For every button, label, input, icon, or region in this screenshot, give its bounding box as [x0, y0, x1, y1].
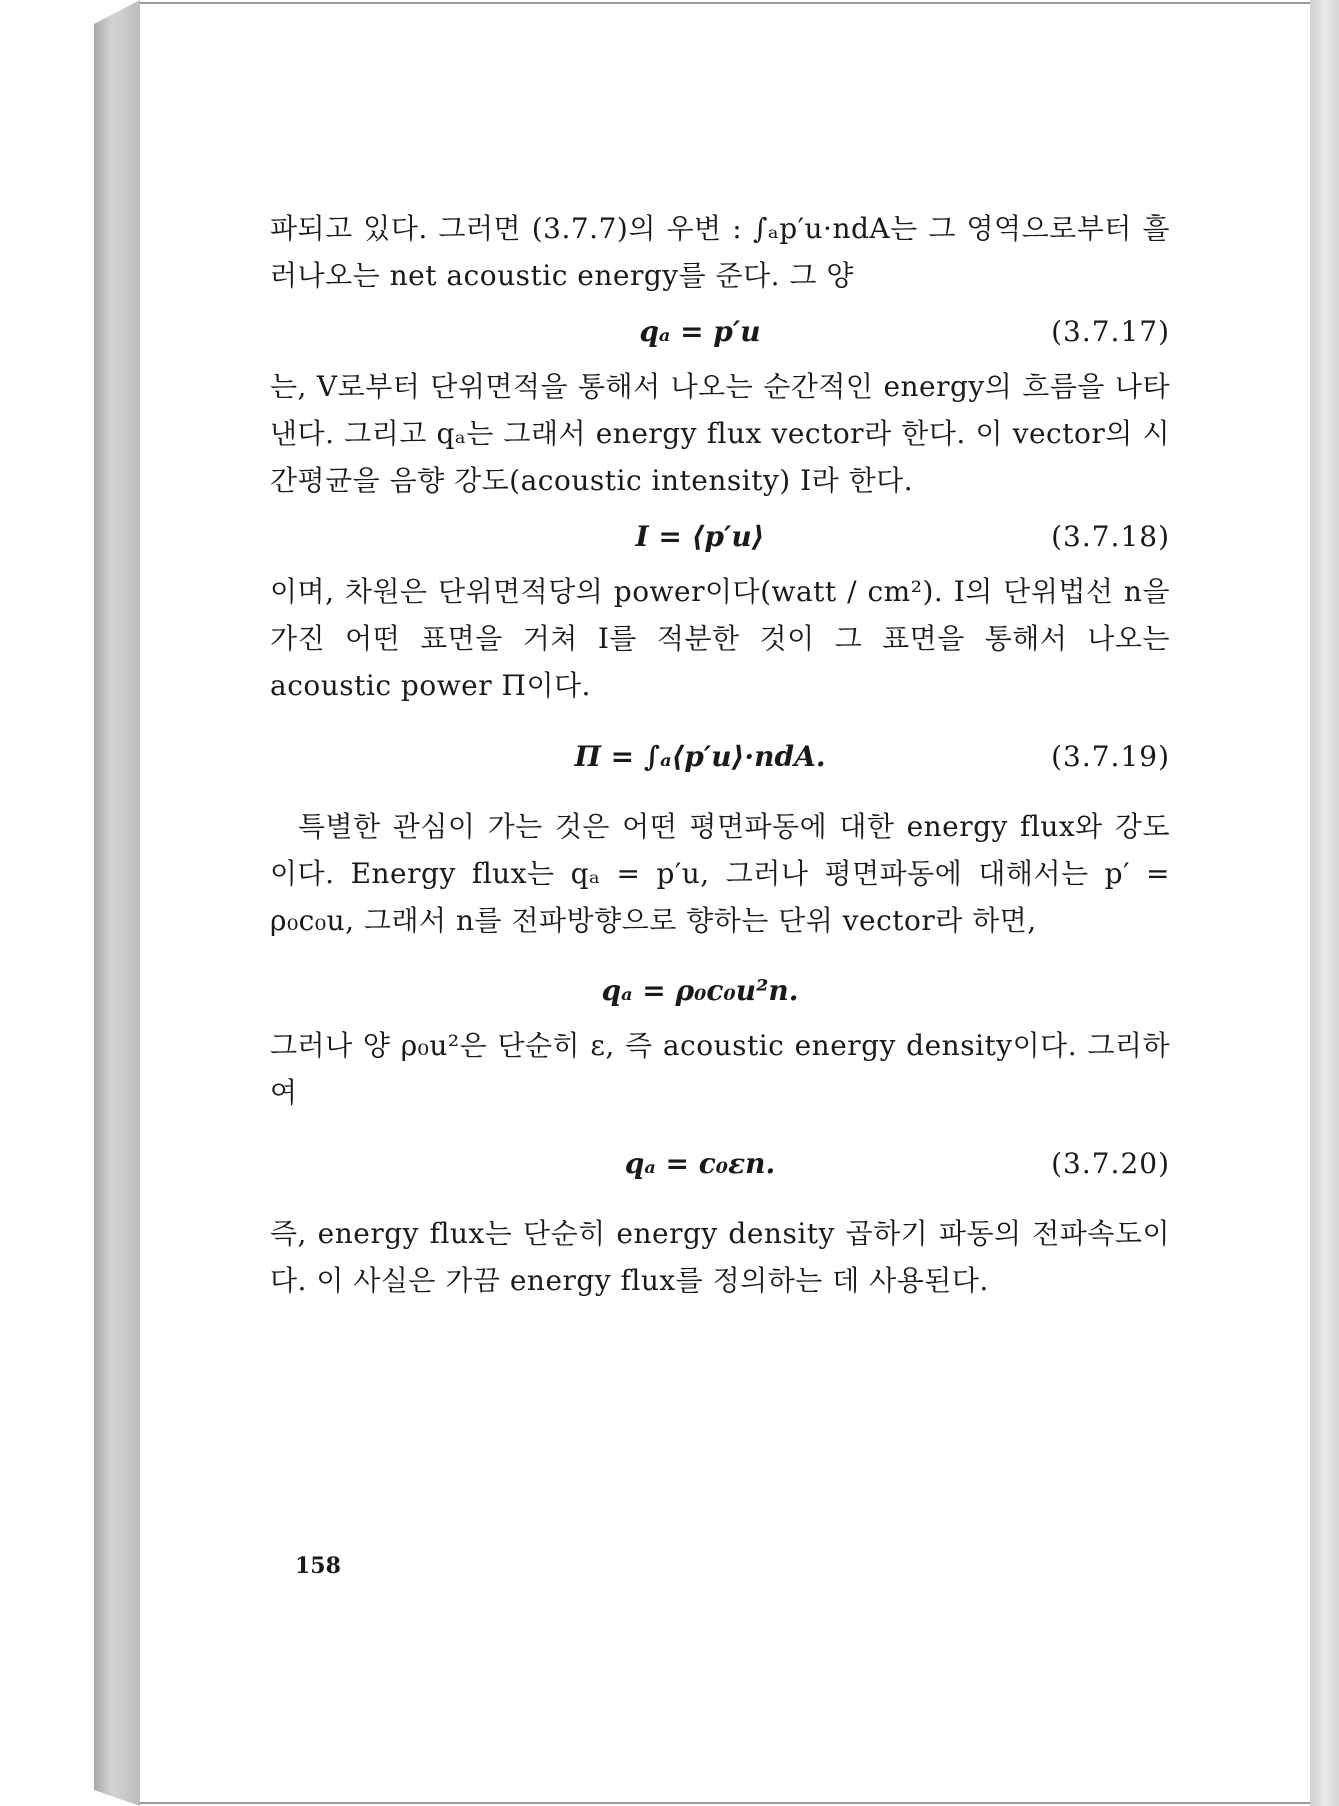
equation-number: (3.7.18)	[1051, 519, 1170, 553]
equation-row	[270, 299, 1170, 363]
equation-number: (3.7.19)	[1051, 739, 1170, 773]
equation: Π = ∫ₐ⟨p′u⟩·ndA.	[574, 739, 826, 773]
equation-row	[270, 1116, 1170, 1210]
page-body	[270, 205, 1170, 1304]
equation-row	[270, 709, 1170, 803]
equation: qₐ = c₀εn.	[624, 1146, 776, 1180]
paragraph: 즉, energy flux는 단순히 energy density 곱하기 파동의 전파속도이다. 이 사실은 가끔 energy flux를 정의하는 데 사용된다.	[270, 1217, 1170, 1297]
equation: I = ⟨p′u⟩	[635, 519, 765, 553]
page-edge	[1310, 0, 1339, 1806]
paragraph: 이며, 차원은 단위면적당의 power이다(watt / cm²). I의 단위법선 n을 가진 어떤 표면을 거쳐 I를 적분한 것이 그 표면을 통해서 나오는 acoustic power Π이다.	[270, 575, 1170, 702]
equation-row	[270, 958, 1170, 1022]
equation: qₐ = p′u	[639, 314, 761, 348]
equation: qₐ = ρ₀c₀u²n.	[601, 973, 799, 1007]
equation-number: (3.7.20)	[1051, 1146, 1170, 1180]
paragraph: 파되고 있다. 그러면 (3.7.7)의 우변 : ∫ₐp′u·ndA는 그 영역으로부터 흘러나오는 net acoustic energy를 준다. 그 양	[270, 212, 1170, 292]
book-spine	[94, 0, 140, 1806]
page-number: 158	[295, 1553, 341, 1579]
paragraph: 특별한 관심이 가는 것은 어떤 평면파동에 대한 energy flux와 강도이다. Energy flux는 qₐ = p′u, 그러나 평면파동에 대해서는 p′ = ρ₀c₀u, 그래서 n를 전파방향으로 향하는 단위 vector라 하면,	[270, 810, 1170, 937]
paragraph: 는, V로부터 단위면적을 통해서 나오는 순간적인 energy의 흐름을 나타낸다. 그리고 qₐ는 그래서 energy flux vector라 한다. 이 vector의 시간평균을 음향 강도(acoustic intensity) I라 한다.	[270, 370, 1170, 497]
equation-row	[270, 504, 1170, 568]
equation-number: (3.7.17)	[1051, 314, 1170, 348]
paragraph: 그러나 양 ρ₀u²은 단순히 ε, 즉 acoustic energy density이다. 그리하여	[270, 1029, 1170, 1109]
